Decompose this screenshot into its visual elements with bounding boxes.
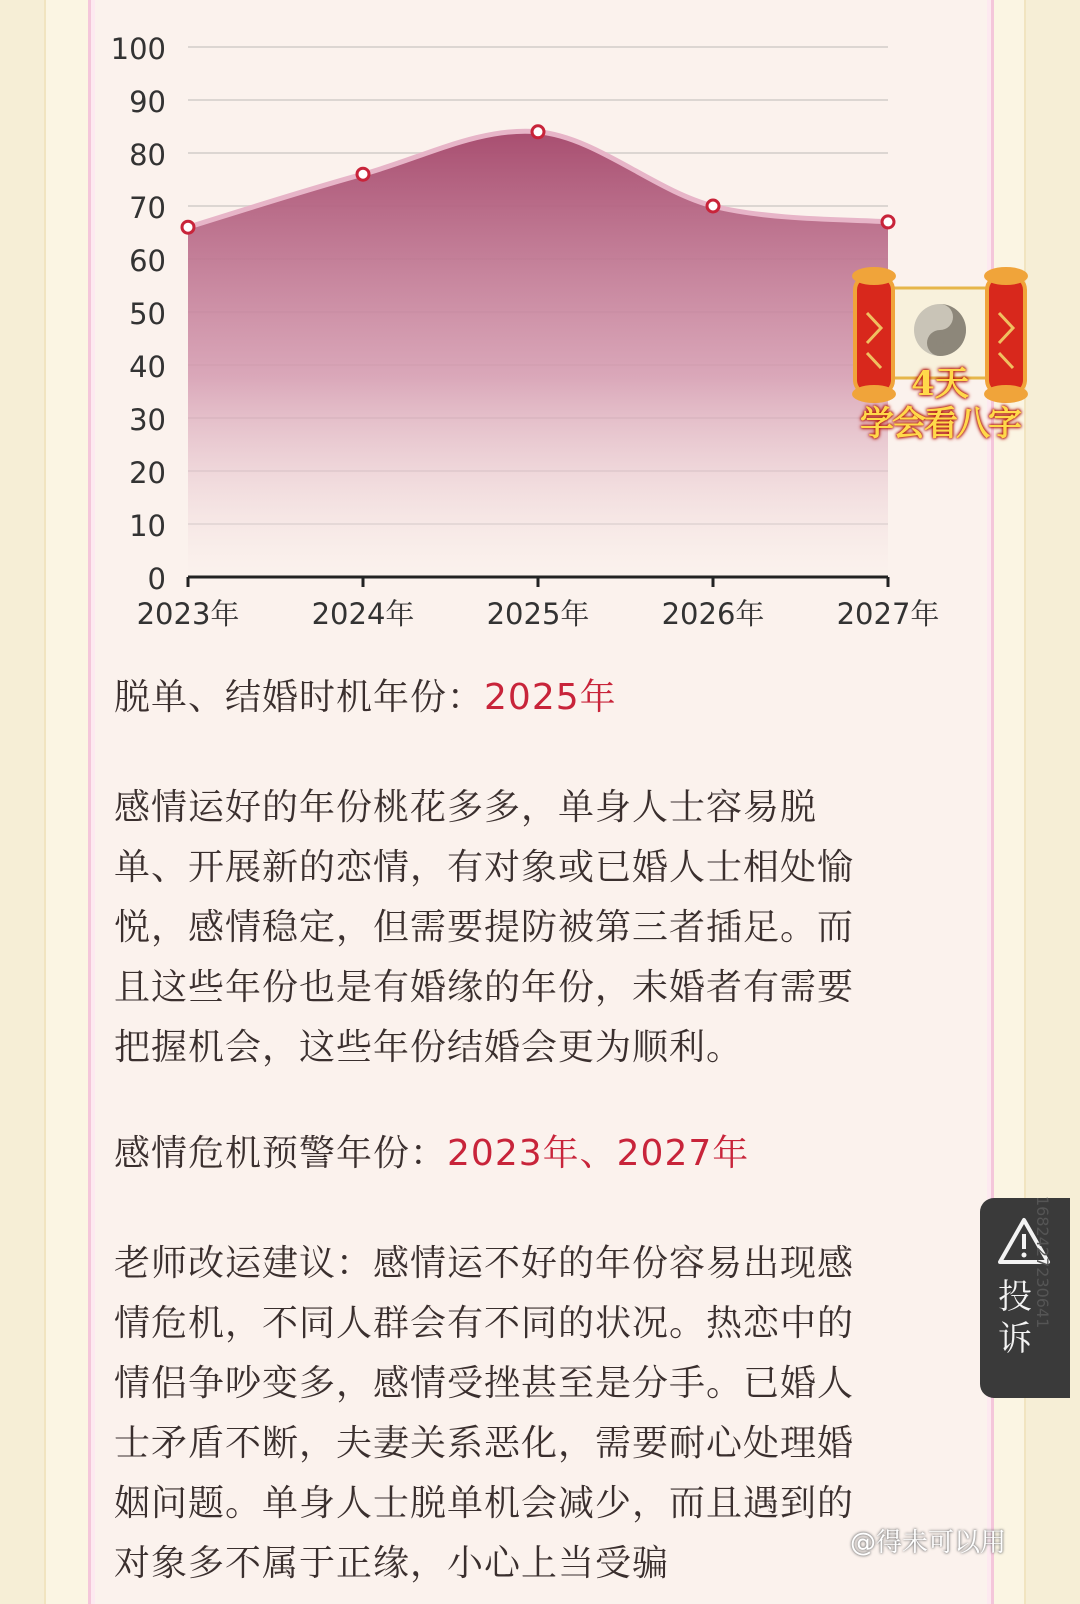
bazi-course-badge[interactable]: [845, 258, 1035, 448]
x-tick-label: 2025年: [486, 597, 590, 631]
paragraph-line: 对象多不属于正缘，小心上当受骗: [114, 1543, 670, 1584]
y-tick-label: 0: [147, 562, 166, 596]
paragraph-line: 情侣争吵变多，感情受挫甚至是分手。已婚人: [114, 1363, 855, 1404]
area-fill: [188, 131, 888, 577]
y-tick-label: 100: [110, 32, 166, 66]
paragraph-line: 姻问题。单身人士脱单机会减少，而且遇到的: [114, 1483, 855, 1524]
paragraph-line: 感情运好的年份桃花多多，单身人士容易脱: [114, 787, 818, 828]
y-tick-label: 90: [129, 85, 166, 119]
data-point: [882, 216, 894, 228]
x-tick-label: 2027年: [836, 597, 940, 631]
crisis-warning-row: [114, 1124, 944, 1184]
y-tick-label: 70: [129, 191, 166, 225]
badge-line-1: 4天: [911, 364, 969, 404]
paragraph-line: 把握机会，这些年份结婚会更为顺利。: [114, 1027, 744, 1068]
paragraph-line: 悦，感情稳定，但需要提防被第三者插足。而: [114, 907, 855, 948]
x-tick-label: 2026年: [661, 597, 765, 631]
complaint-id: 1682427230641: [1033, 1196, 1052, 1329]
advice-paragraph: [114, 1234, 944, 1594]
paragraph-line: 情危机，不同人群会有不同的状况。热恋中的: [114, 1303, 855, 1344]
y-tick-label: 50: [129, 297, 166, 331]
good-fortune-description: [114, 778, 944, 1078]
marriage-timing-label: 脱单、结婚时机年份：: [114, 677, 485, 718]
y-tick-label: 20: [129, 456, 166, 490]
x-tick-label: 2023年: [136, 597, 240, 631]
y-tick-label: 10: [129, 509, 166, 543]
marriage-timing-year: 2025年: [484, 677, 617, 718]
data-point: [707, 200, 719, 212]
marriage-timing-row: [114, 668, 944, 728]
data-point: [357, 168, 369, 180]
y-tick-label: 30: [129, 403, 166, 437]
x-tick-label: 2024年: [311, 597, 415, 631]
badge-line-2: 学会看八字: [860, 404, 1020, 444]
complaint-label: 投诉: [998, 1277, 1032, 1359]
paragraph-line: 士矛盾不断，夫妻关系恶化，需要耐心处理婚: [114, 1423, 855, 1464]
data-point: [532, 126, 544, 138]
paragraph-line: 且这些年份也是有婚缘的年份，未婚者有需要: [114, 967, 855, 1008]
crisis-warning-label: 感情危机预警年份：: [114, 1133, 448, 1174]
paragraph-line: 单、开展新的恋情，有对象或已婚人士相处愉: [114, 847, 855, 888]
data-point: [182, 221, 194, 233]
y-tick-label: 60: [129, 244, 166, 278]
left-margin: [0, 0, 46, 1604]
y-tick-label: 40: [129, 350, 166, 384]
y-tick-label: 80: [129, 138, 166, 172]
crisis-warning-years: 2023年、2027年: [447, 1133, 750, 1174]
paragraph-line: 老师改运建议：感情运不好的年份容易出现感: [114, 1243, 855, 1284]
weibo-watermark: @得未可以用: [850, 1528, 1007, 1558]
